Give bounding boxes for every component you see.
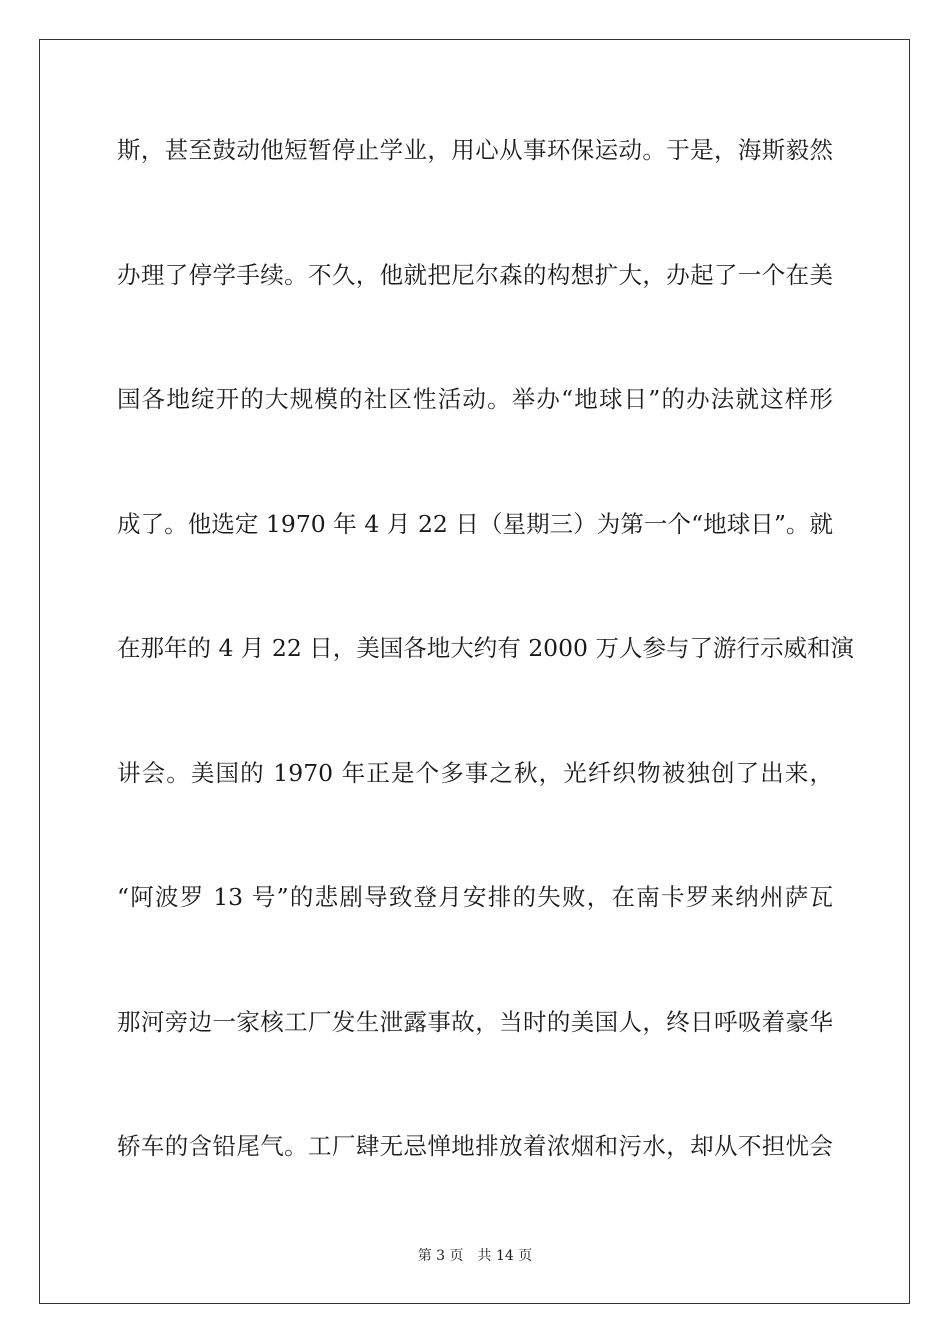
- paragraph-line: 那河旁边一家核工厂发生泄露事故，当时的美国人，终日呼吸着豪华: [117, 1008, 833, 1036]
- paragraph-line: 轿车的含铅尾气。工厂肆无忌惮地排放着浓烟和污水，却从不担忧会: [117, 1132, 833, 1160]
- paragraph-line: 成了。他选定 1970 年 4 月 22 日（星期三）为第一个“地球日”。就: [117, 510, 833, 538]
- paragraph-line: 讲会。美国的 1970 年正是个多事之秋，光纤织物被独创了出来，: [117, 759, 833, 787]
- page-number: 第 3 页: [417, 1248, 464, 1264]
- page-total: 共 14 页: [477, 1248, 533, 1264]
- paragraph-line: 在那年的 4 月 22 日，美国各地大约有 2000 万人参与了游行示威和演: [117, 634, 854, 662]
- page-border: [39, 39, 910, 1304]
- paragraph-line: 国各地绽开的大规模的社区性活动。举办“地球日”的办法就这样形: [117, 385, 833, 413]
- page-footer: [0, 1247, 950, 1265]
- paragraph-line: 办理了停学手续。不久，他就把尼尔森的构想扩大，办起了一个在美: [117, 261, 833, 289]
- paragraph-line: “阿波罗 13 号”的悲剧导致登月安排的失败，在南卡罗来纳州萨瓦: [117, 883, 833, 911]
- paragraph-line: 斯，甚至鼓动他短暂停止学业，用心从事环保运动。于是，海斯毅然: [117, 136, 833, 164]
